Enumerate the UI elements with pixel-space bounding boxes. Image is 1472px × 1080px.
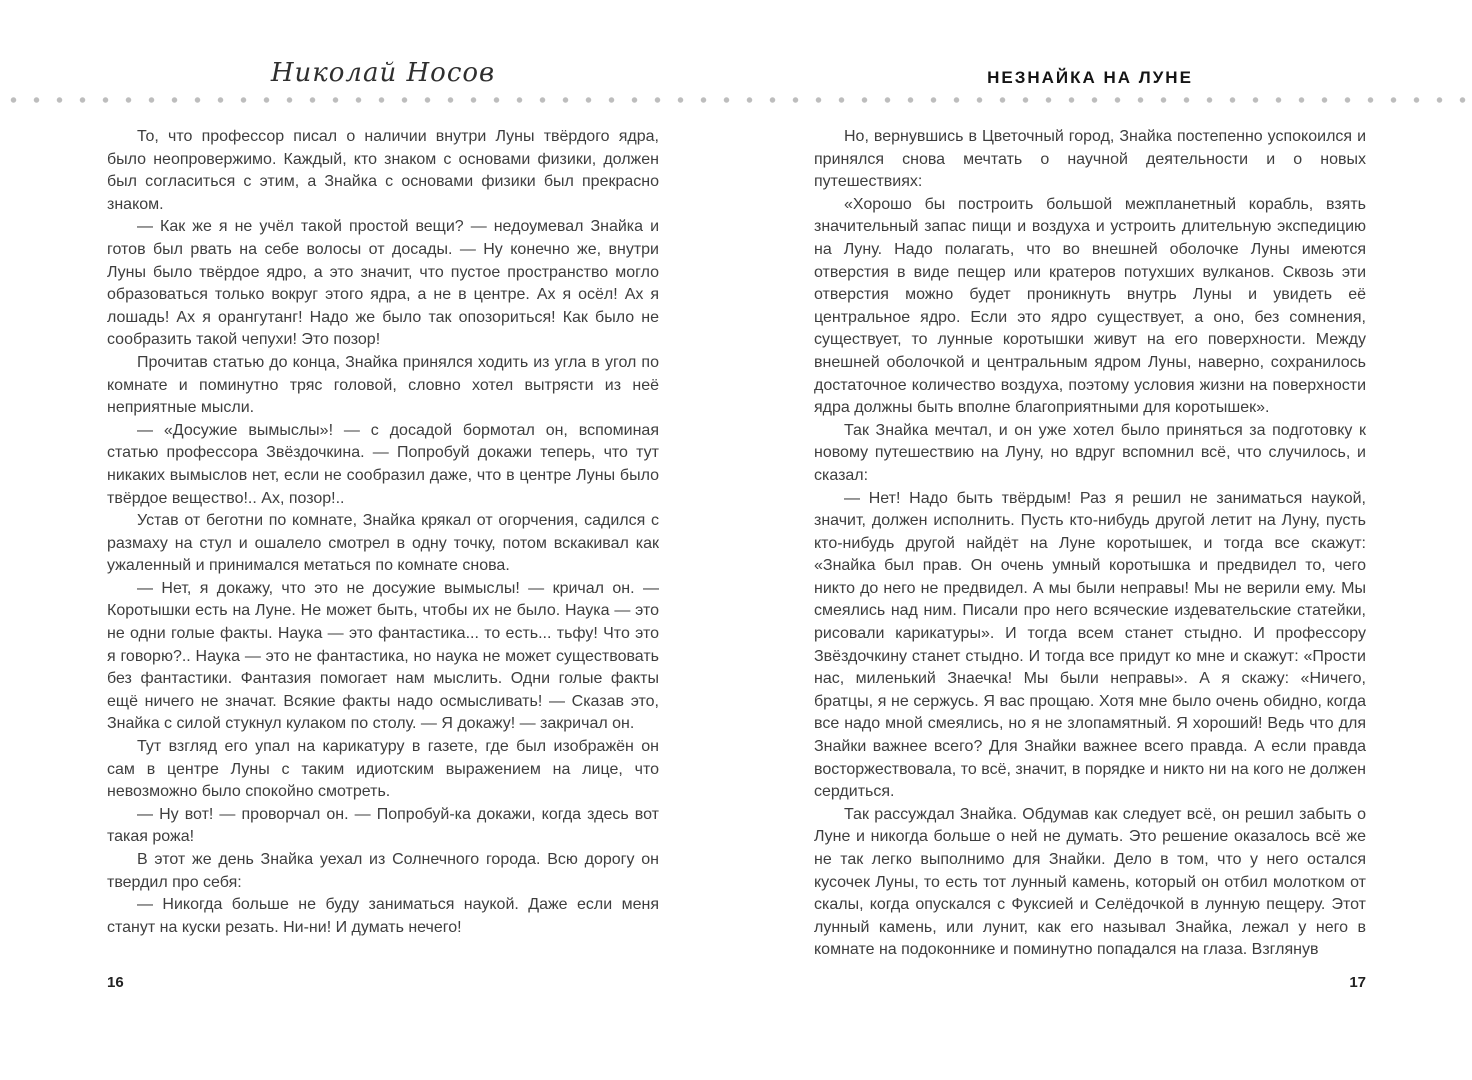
paragraph: «Хорошо бы построить большой межпланетный корабль, взять значительный запас пищи и воздуха и устроить длительную экспедицию на Луну. Надо полагать, что во внешней оболочке Луны имеются отверстия в виде пещер или кратеров потухших вулканов. Сквозь эти отверстия можно будет проникнуть внутрь Луны и увидеть её центральное ядро. Если это ядро существует, а оно, без сомнения, существует, то лунные коротышки живут на его поверхности. Между внешней оболочкой и центральным ядром Луны, наверно, сохранилось достаточное количество воздуха, поэтому условия жизни на поверхности ядра должны быть вполне благоприятными для коротышек».	[814, 195, 1366, 417]
paragraph: Так рассуждал Знайка. Обдумав как следует всё, он решил забыть о Луне и никогда больше о ней не думать. Это решение оказалось всё же не так легко выполнимо для Знайки. Дело в том, что у него остался кусочек Луны, то есть тот лунный камень, который он отбил молотком от скалы, когда опускался с Фуксией и Селёдочкой в лунную пещеру. Этот лунный камень, или лунит, как его называл Знайка, лежал у него в комнате на подоконнике и поминутно попадался на глаза. Взглянув	[814, 805, 1366, 959]
paragraph: — Нет, я докажу, что это не досужие вымыслы! — кричал он. — Коротышки есть на Луне. Не может быть, чтобы их не было. Наука — это не одни голые факты. Наука — это фантастика... то есть... тьфу! Что это я говорю?.. Наука — это не фантастика, но наука не может существовать без фантастики. Фантазия помогает нам мыслить. Одни голые факты ещё ничего не значат. Всякие факты надо осмысливать! — Сказав это, Знайка с силой стукнул кулаком по столу. — Я докажу! — закричал он.	[107, 579, 659, 733]
paragraph: Устав от беготни по комнате, Знайка крякал от огорчения, садился с размаху на стул и ошалело смотрел в одну точку, потом вскакивал как ужаленный и принимался метаться по комнате снова.	[107, 512, 659, 575]
left-page-text	[107, 126, 659, 939]
running-head-book-title: НЕЗНАЙКА НА ЛУНЕ	[987, 68, 1193, 87]
paragraph: — Нет! Надо быть твёрдым! Раз я решил не заниматься наукой, значит, должен исполнить. Пусть кто-нибудь другой летит на Луну, пусть кто-нибудь другой найдёт на Луне коротышек, и тогда все скажут: «Знайка был прав. Он очень умный коротышка и предвидел то, чего никто до него не предвидел. А мы были неправы! Мы не верили ему. Мы смеялись над ним. Писали про него всяческие издевательские статейки, рисовали карикатуры». И тогда всем станет стыдно. И профессору Звёздочкину станет стыдно. И тогда все придут ко мне и скажут: «Прости нас, миленький Знаечка! Мы были неправы». А я скажу: «Ничего, братцы, я не сержусь. Я вас прощаю. Хотя мне было очень обидно, когда все надо мной смеялись, но я не злопамятный. Я хороший! Ведь что для Знайки важнее всего? Для Знайки важнее всего правда. А если правда восторжествовала, то всё, значит, в порядке и никто ни на кого не должен сердиться.	[814, 489, 1366, 801]
paragraph: Но, вернувшись в Цветочный город, Знайка постепенно успокоился и принялся снова мечтать о научной деятельности и о новых путешествиях:	[814, 128, 1366, 191]
dotted-divider	[0, 95, 1472, 105]
right-page-number: 17	[1349, 974, 1366, 991]
paragraph: — Никогда больше не буду заниматься наукой. Даже если меня станут на куски резать. Ни-ни! И думать нечего!	[107, 896, 659, 936]
paragraph: Тут взгляд его упал на карикатуру в газете, где был изображён он сам в центре Луны с таким идиотским выражением на лице, что невозможно было спокойно смотреть.	[107, 738, 659, 801]
paragraph: В этот же день Знайка уехал из Солнечного города. Всю дорогу он твердил про себя:	[107, 851, 659, 891]
paragraph: — Как же я не учёл такой простой вещи? — недоумевал Знайка и готов был рвать на себе волосы от досады. — Ну конечно же, внутри Луны было твёрдое ядро, а это значит, что пустое пространство могло образоваться только вокруг этого ядра, а не в центре. Ах я осёл! Ах я лошадь! Ах я орангутанг! Надо же было так опозориться! Как было не сообразить такой чепухи! Это позор!	[107, 218, 659, 349]
running-head-author: Николай Носов	[270, 58, 496, 88]
left-page-number: 16	[107, 974, 124, 991]
paragraph: — Ну вот! — проворчал он. — Попробуй-ка докажи, когда здесь вот такая рожа!	[107, 805, 659, 846]
right-page-text	[814, 126, 1366, 962]
paragraph: То, что профессор писал о наличии внутри Луны твёрдого ядра, было неопровержимо. Каждый, кто знаком с основами физики, должен был согласиться с этим, а Знайка с основами физики был прекрасно знаком.	[107, 128, 659, 213]
paragraph: Прочитав статью до конца, Знайка принялся ходить из угла в угол по комнате и поминутно тряс головой, словно хотел вытрясти из неё неприятные мысли.	[107, 353, 659, 417]
paragraph: — «Досужие вымыслы»! — с досадой бормотал он, вспоминая статью профессора Звёздочкина. — Попробуй докажи теперь, что тут никаких вымыслов нет, если не сообразил даже, что в центре Луны было твёрдое вещество!.. Ах, позор!..	[107, 421, 659, 507]
paragraph: Так Знайка мечтал, и он уже хотел было приняться за подготовку к новому путешествию на Луну, но вдруг вспомнил всё, что случилось, и сказал:	[814, 421, 1366, 484]
